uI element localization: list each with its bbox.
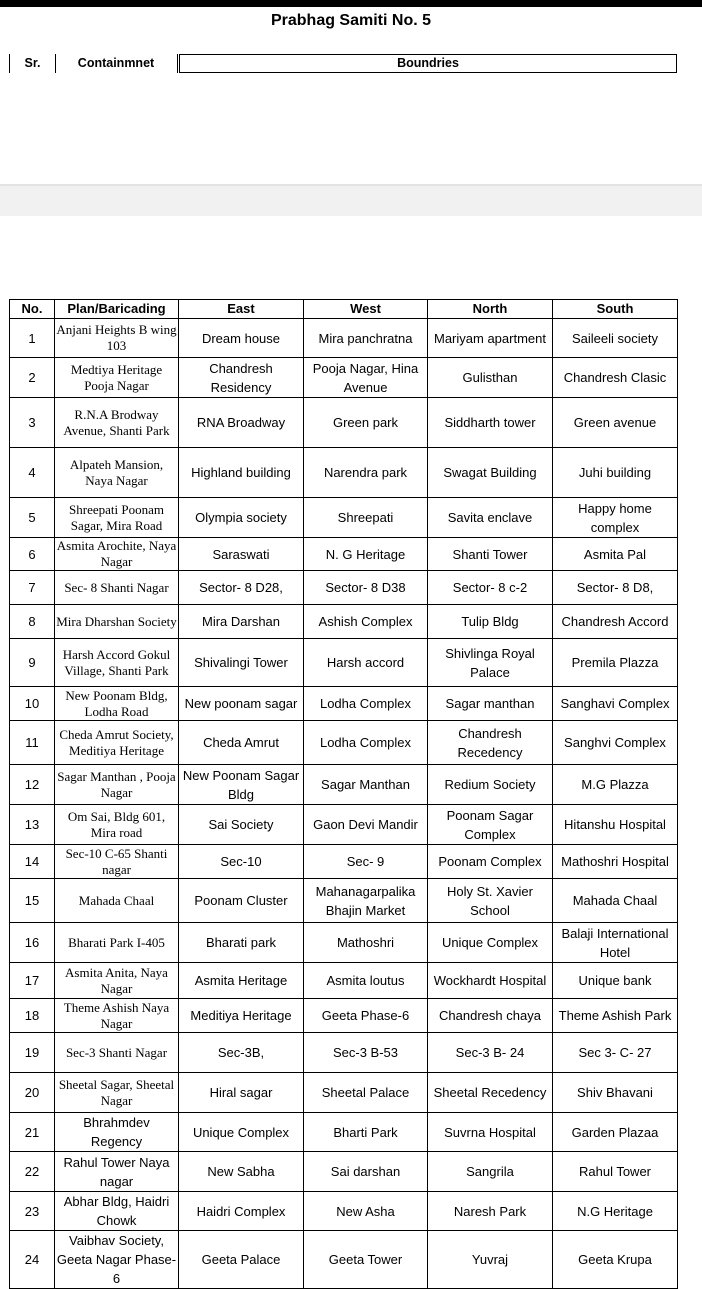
- cell-no: 18: [10, 999, 55, 1033]
- cell-south: Balaji International Hotel: [553, 923, 678, 963]
- col-header-no: No.: [10, 300, 55, 319]
- cell-west: Geeta Phase-6: [304, 999, 428, 1033]
- cell-east: Olympia society: [179, 498, 304, 538]
- cell-west: Sai darshan: [304, 1152, 428, 1192]
- cell-south: Saileeli society: [553, 319, 678, 358]
- cell-east: Mira Darshan: [179, 605, 304, 639]
- cell-north: Holy St. Xavier School: [428, 879, 553, 923]
- cell-north: Poonam Complex: [428, 845, 553, 879]
- cell-plan: Anjani Heights B wing 103: [55, 319, 179, 358]
- cell-east: Meditiya Heritage: [179, 999, 304, 1033]
- cell-no: 14: [10, 845, 55, 879]
- table-row: [10, 571, 678, 605]
- table-row: [10, 963, 678, 999]
- cell-no: 11: [10, 721, 55, 765]
- cell-no: 2: [10, 358, 55, 398]
- cell-no: 19: [10, 1033, 55, 1073]
- cell-south: Chandresh Clasic: [553, 358, 678, 398]
- table-row: [10, 448, 678, 498]
- table-row: [10, 765, 678, 805]
- cell-south: Theme Ashish Park: [553, 999, 678, 1033]
- cell-west: Mahanagarpalika Bhajin Market: [304, 879, 428, 923]
- cell-west: Green park: [304, 398, 428, 448]
- cell-east: Saraswati: [179, 538, 304, 571]
- table-row: [10, 639, 678, 687]
- page-break-band: [0, 184, 702, 216]
- top-bar: [0, 0, 702, 7]
- cell-plan: Bharati Park I-405: [55, 923, 179, 963]
- cell-west: Sagar Manthan: [304, 765, 428, 805]
- cell-plan: Medtiya Heritage Pooja Nagar: [55, 358, 179, 398]
- table-row: [10, 538, 678, 571]
- table-row: [10, 498, 678, 538]
- cell-south: Rahul Tower: [553, 1152, 678, 1192]
- cell-no: 8: [10, 605, 55, 639]
- cell-plan: Cheda Amrut Society, Meditiya Heritage: [55, 721, 179, 765]
- cell-north: Sheetal Recedency: [428, 1073, 553, 1113]
- header-containment: Containmnet: [55, 54, 178, 73]
- cell-plan: Mahada Chaal: [55, 879, 179, 923]
- cell-plan: Theme Ashish Naya Nagar: [55, 999, 179, 1033]
- cell-east: Poonam Cluster: [179, 879, 304, 923]
- cell-north: Chandresh chaya: [428, 999, 553, 1033]
- cell-east: Cheda Amrut: [179, 721, 304, 765]
- cell-no: 7: [10, 571, 55, 605]
- cell-plan: Alpateh Mansion, Naya Nagar: [55, 448, 179, 498]
- cell-north: Swagat Building: [428, 448, 553, 498]
- cell-west: Geeta Tower: [304, 1231, 428, 1289]
- cell-east: Chandresh Residency: [179, 358, 304, 398]
- cell-north: Sector- 8 c-2: [428, 571, 553, 605]
- table-row: [10, 999, 678, 1033]
- cell-plan: Shreepati Poonam Sagar, Mira Road: [55, 498, 179, 538]
- cell-plan: Sec-3 Shanti Nagar: [55, 1033, 179, 1073]
- table-row: [10, 923, 678, 963]
- cell-no: 1: [10, 319, 55, 358]
- table-row: [10, 879, 678, 923]
- cell-no: 16: [10, 923, 55, 963]
- cell-no: 22: [10, 1152, 55, 1192]
- cell-north: Poonam Sagar Complex: [428, 805, 553, 845]
- cell-west: Pooja Nagar, Hina Avenue: [304, 358, 428, 398]
- cell-east: Shivalingi Tower: [179, 639, 304, 687]
- cell-north: Shanti Tower: [428, 538, 553, 571]
- cell-plan: Rahul Tower Naya nagar: [55, 1152, 179, 1192]
- cell-west: Sheetal Palace: [304, 1073, 428, 1113]
- header-boundaries: Boundries: [179, 54, 677, 73]
- cell-north: Wockhardt Hospital: [428, 963, 553, 999]
- cell-east: New poonam sagar: [179, 687, 304, 721]
- cell-south: Sec 3- C- 27: [553, 1033, 678, 1073]
- table-row: [10, 319, 678, 358]
- cell-plan: Harsh Accord Gokul Village, Shanti Park: [55, 639, 179, 687]
- cell-plan: Abhar Bldg, Haidri Chowk: [55, 1192, 179, 1231]
- cell-plan: Mira Dharshan Society: [55, 605, 179, 639]
- cell-east: Haidri Complex: [179, 1192, 304, 1231]
- cell-south: Premila Plazza: [553, 639, 678, 687]
- cell-south: Mathoshri Hospital: [553, 845, 678, 879]
- cell-east: Sec-10: [179, 845, 304, 879]
- table-row: [10, 1152, 678, 1192]
- table-row: [10, 721, 678, 765]
- cell-no: 24: [10, 1231, 55, 1289]
- table-row: [10, 1192, 678, 1231]
- cell-west: Asmita loutus: [304, 963, 428, 999]
- cell-south: N.G Heritage: [553, 1192, 678, 1231]
- cell-plan: Sec-10 C-65 Shanti nagar: [55, 845, 179, 879]
- cell-west: Sector- 8 D38: [304, 571, 428, 605]
- table-row: [10, 605, 678, 639]
- cell-north: Yuvraj: [428, 1231, 553, 1289]
- cell-no: 15: [10, 879, 55, 923]
- cell-north: Sec-3 B- 24: [428, 1033, 553, 1073]
- cell-south: M.G Plazza: [553, 765, 678, 805]
- col-header-plan: Plan/Baricading: [55, 300, 179, 319]
- cell-no: 3: [10, 398, 55, 448]
- cell-no: 20: [10, 1073, 55, 1113]
- cell-no: 12: [10, 765, 55, 805]
- cell-no: 17: [10, 963, 55, 999]
- table-row: [10, 1113, 678, 1152]
- cell-west: Mira panchratna: [304, 319, 428, 358]
- cell-west: Sec-3 B-53: [304, 1033, 428, 1073]
- table-row: [10, 1073, 678, 1113]
- table-row: [10, 687, 678, 721]
- cell-south: Unique bank: [553, 963, 678, 999]
- cell-west: Gaon Devi Mandir: [304, 805, 428, 845]
- cell-west: New Asha: [304, 1192, 428, 1231]
- table-row: [10, 398, 678, 448]
- cell-south: Sanghvi Complex: [553, 721, 678, 765]
- cell-plan: Sec- 8 Shanti Nagar: [55, 571, 179, 605]
- cell-no: 23: [10, 1192, 55, 1231]
- cell-plan: Asmita Anita, Naya Nagar: [55, 963, 179, 999]
- page-title: Prabhag Samiti No. 5: [270, 12, 432, 29]
- col-header-east: East: [179, 300, 304, 319]
- header-sr: Sr.: [9, 54, 56, 73]
- cell-east: Dream house: [179, 319, 304, 358]
- cell-east: Asmita Heritage: [179, 963, 304, 999]
- cell-west: Narendra park: [304, 448, 428, 498]
- cell-west: Lodha Complex: [304, 721, 428, 765]
- cell-east: New Sabha: [179, 1152, 304, 1192]
- cell-plan: Vaibhav Society, Geeta Nagar Phase-6: [55, 1231, 179, 1289]
- cell-plan: Om Sai, Bldg 601, Mira road: [55, 805, 179, 845]
- cell-north: Chandresh Recedency: [428, 721, 553, 765]
- cell-north: Sangrila: [428, 1152, 553, 1192]
- table-row: [10, 845, 678, 879]
- cell-east: Sai Society: [179, 805, 304, 845]
- cell-east: Sec-3B,: [179, 1033, 304, 1073]
- cell-north: Siddharth tower: [428, 398, 553, 448]
- col-header-west: West: [304, 300, 428, 319]
- table-row: [10, 358, 678, 398]
- cell-west: Mathoshri: [304, 923, 428, 963]
- cell-north: Mariyam apartment: [428, 319, 553, 358]
- cell-south: Shiv Bhavani: [553, 1073, 678, 1113]
- cell-no: 13: [10, 805, 55, 845]
- cell-no: 5: [10, 498, 55, 538]
- cell-south: Juhi building: [553, 448, 678, 498]
- cell-north: Gulisthan: [428, 358, 553, 398]
- cell-north: Suvrna Hospital: [428, 1113, 553, 1152]
- table-row: [10, 1033, 678, 1073]
- cell-south: Chandresh Accord: [553, 605, 678, 639]
- cell-plan: R.N.A Brodway Avenue, Shanti Park: [55, 398, 179, 448]
- cell-south: Sanghavi Complex: [553, 687, 678, 721]
- table-row: [10, 805, 678, 845]
- cell-east: Bharati park: [179, 923, 304, 963]
- cell-south: Garden Plazaa: [553, 1113, 678, 1152]
- cell-plan: Sheetal Sagar, Sheetal Nagar: [55, 1073, 179, 1113]
- cell-east: Hiral sagar: [179, 1073, 304, 1113]
- cell-north: Tulip Bldg: [428, 605, 553, 639]
- cell-south: Happy home complex: [553, 498, 678, 538]
- cell-west: Shreepati: [304, 498, 428, 538]
- cell-plan: Sagar Manthan , Pooja Nagar: [55, 765, 179, 805]
- cell-plan: New Poonam Bldg, Lodha Road: [55, 687, 179, 721]
- cell-no: 10: [10, 687, 55, 721]
- containment-table: [9, 299, 678, 1289]
- cell-east: Highland building: [179, 448, 304, 498]
- cell-no: 9: [10, 639, 55, 687]
- cell-no: 6: [10, 538, 55, 571]
- cell-plan: Asmita Arochite, Naya Nagar: [55, 538, 179, 571]
- cell-south: Asmita Pal: [553, 538, 678, 571]
- cell-west: Lodha Complex: [304, 687, 428, 721]
- top-header: [9, 54, 677, 73]
- cell-east: RNA Broadway: [179, 398, 304, 448]
- table-header-row: [10, 300, 678, 319]
- cell-north: Naresh Park: [428, 1192, 553, 1231]
- cell-north: Savita enclave: [428, 498, 553, 538]
- cell-east: New Poonam Sagar Bldg: [179, 765, 304, 805]
- cell-east: Sector- 8 D28,: [179, 571, 304, 605]
- cell-west: N. G Heritage: [304, 538, 428, 571]
- cell-south: Hitanshu Hospital: [553, 805, 678, 845]
- cell-north: Redium Society: [428, 765, 553, 805]
- cell-north: Shivlinga Royal Palace: [428, 639, 553, 687]
- cell-east: Geeta Palace: [179, 1231, 304, 1289]
- cell-south: Sector- 8 D8,: [553, 571, 678, 605]
- col-header-north: North: [428, 300, 553, 319]
- cell-south: Geeta Krupa: [553, 1231, 678, 1289]
- cell-south: Mahada Chaal: [553, 879, 678, 923]
- cell-no: 4: [10, 448, 55, 498]
- cell-west: Ashish Complex: [304, 605, 428, 639]
- cell-north: Sagar manthan: [428, 687, 553, 721]
- cell-south: Green avenue: [553, 398, 678, 448]
- cell-west: Bharti Park: [304, 1113, 428, 1152]
- cell-north: Unique Complex: [428, 923, 553, 963]
- cell-east: Unique Complex: [179, 1113, 304, 1152]
- cell-west: Harsh accord: [304, 639, 428, 687]
- cell-plan: Bhrahmdev Regency: [55, 1113, 179, 1152]
- cell-west: Sec- 9: [304, 845, 428, 879]
- cell-no: 21: [10, 1113, 55, 1152]
- col-header-south: South: [553, 300, 678, 319]
